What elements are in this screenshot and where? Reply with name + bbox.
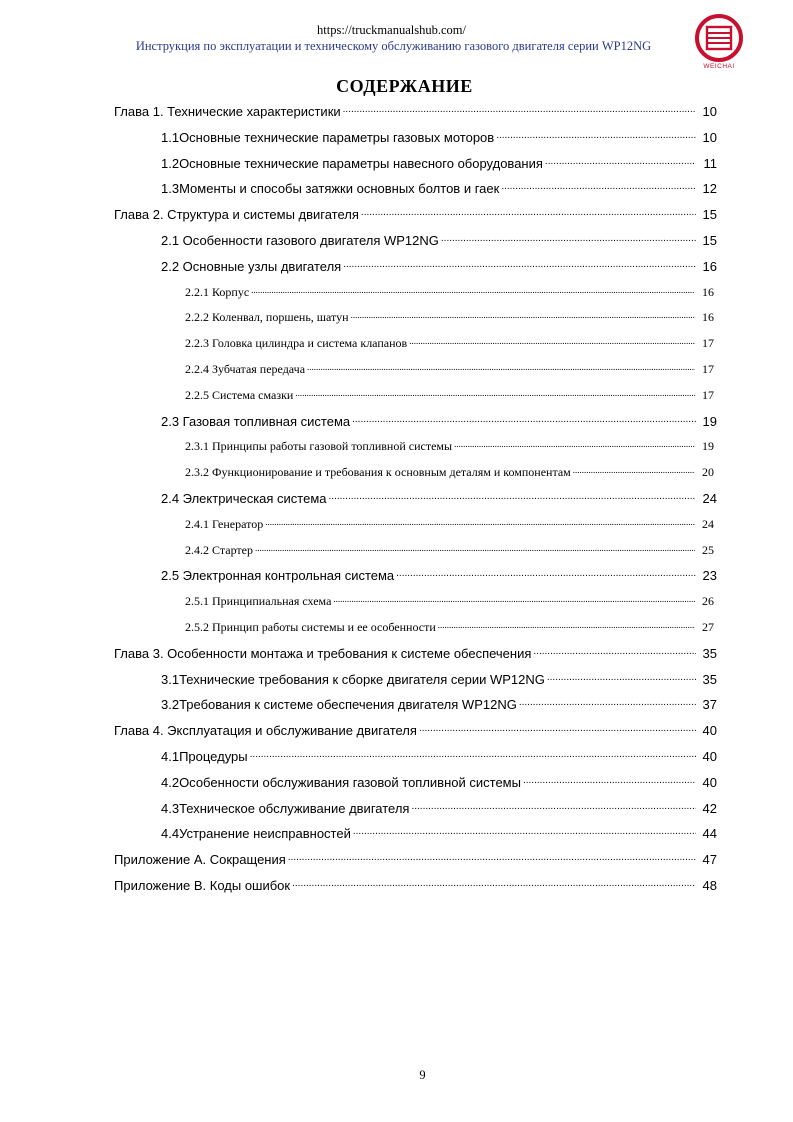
toc-entry[interactable] xyxy=(185,594,714,609)
toc-entry-page: 24 xyxy=(702,491,717,506)
toc-entry-page: 25 xyxy=(702,542,714,557)
toc-entry-page: 26 xyxy=(702,594,714,609)
toc-leader-dots xyxy=(533,646,696,661)
toc-entry-page: 40 xyxy=(702,774,717,790)
toc-entry[interactable] xyxy=(161,259,717,274)
toc-entry-page: 16 xyxy=(702,258,717,274)
toc-entry[interactable] xyxy=(185,388,714,403)
toc-entry[interactable] xyxy=(185,310,714,325)
toc-leader-dots xyxy=(329,491,696,506)
toc-entry-label: 2.2.4 Зубчатая передача xyxy=(185,362,306,376)
toc-entry[interactable] xyxy=(161,491,717,506)
toc-entry-label: 2.2.5 Система смазки xyxy=(185,387,294,402)
toc-entry-page: 19 xyxy=(702,439,714,454)
toc-entry[interactable] xyxy=(185,439,714,454)
toc-leader-dots xyxy=(573,465,695,480)
toc-entry[interactable] xyxy=(185,285,714,300)
toc-leader-dots xyxy=(333,594,695,609)
toc-entry[interactable] xyxy=(185,517,714,532)
toc-leader-dots xyxy=(496,130,696,145)
toc-entry[interactable] xyxy=(185,620,714,635)
toc-leader-dots xyxy=(307,362,695,377)
toc-entry-label: 4.2Особенности обслуживания газовой топливной системы xyxy=(161,774,521,790)
page-title: СОДЕРЖАНИЕ xyxy=(336,76,473,96)
toc-entry-page: 12 xyxy=(702,181,717,197)
toc-entry-label: 1.1Основные технические параметры газовых моторов xyxy=(161,129,495,145)
toc-leader-dots xyxy=(501,181,696,196)
toc-entry-label: Глава 4. Эксплуатация и обслуживание двигателя xyxy=(114,723,417,739)
toc-entry[interactable] xyxy=(161,749,717,764)
toc-entry-label: 1.2Основные технические параметры навесного оборудования xyxy=(161,155,543,171)
toc-entry-page: 17 xyxy=(702,387,714,402)
toc-leader-dots xyxy=(352,414,696,429)
toc-entry-page: 40 xyxy=(702,749,717,764)
toc-entry-page: 17 xyxy=(702,362,714,376)
toc-entry[interactable] xyxy=(185,362,714,377)
toc-entry[interactable] xyxy=(161,233,717,248)
toc-entry[interactable] xyxy=(114,104,717,119)
toc-leader-dots xyxy=(251,285,695,300)
toc-entry[interactable] xyxy=(185,336,714,351)
toc-leader-dots xyxy=(353,826,696,841)
header-subtitle: Инструкция по эксплуатации и техническому обслуживанию газового двигателя серии WP12NG xyxy=(135,39,652,53)
toc-leader-dots xyxy=(411,801,696,816)
toc-entry[interactable] xyxy=(161,775,717,790)
toc-entry-label: 2.3.1 Принципы работы газовой топливной системы xyxy=(185,439,453,454)
toc-entry-label: 2.5 Электронная контрольная система xyxy=(161,568,395,584)
toc-entry[interactable] xyxy=(114,646,717,661)
toc-entry-label: 4.4Устранение неисправностей xyxy=(161,826,351,842)
toc-entry-page: 42 xyxy=(702,800,717,816)
weichai-logo-icon xyxy=(694,14,744,64)
toc-entry-page: 10 xyxy=(702,129,717,145)
toc-entry-label: 2.5.1 Принципиальная схема xyxy=(185,594,332,609)
logo-text: WEICHAI xyxy=(703,63,735,70)
toc-entry[interactable] xyxy=(185,543,714,558)
toc-entry-label: Глава 3. Особенности монтажа и требования к системе обеспечения xyxy=(114,645,532,661)
toc-entry-label: 2.4.2 Стартер xyxy=(185,542,253,557)
toc-entry-page: 10 xyxy=(702,104,717,119)
toc-entry-label: 2.1 Особенности газового двигателя WP12NG xyxy=(161,233,439,248)
toc-leader-dots xyxy=(343,259,696,274)
toc-entry-page: 15 xyxy=(702,233,717,248)
toc-entry-page: 48 xyxy=(702,878,717,893)
toc-entry-label: Глава 2. Структура и системы двигателя xyxy=(114,207,359,223)
toc-entry-label: Глава 1. Технические характеристики xyxy=(114,104,341,119)
toc-leader-dots xyxy=(295,388,695,403)
toc-leader-dots xyxy=(409,336,695,351)
toc-leader-dots xyxy=(343,104,696,119)
toc-entry-page: 35 xyxy=(702,645,717,661)
toc-entry-label: 2.2.3 Головка цилиндра и система клапанов xyxy=(185,336,408,351)
toc-entry-label: 3.2Требования к системе обеспечения двигателя WP12NG xyxy=(161,697,517,713)
toc-entry-page: 16 xyxy=(702,310,714,325)
toc-entry-label: 4.1Процедуры xyxy=(161,749,248,764)
toc-entry-label: 2.3 Газовая топливная система xyxy=(161,413,351,429)
toc-entry-page: 15 xyxy=(702,207,717,223)
toc-entry-label: Приложение В. Коды ошибок xyxy=(114,878,291,893)
toc-entry-page: 35 xyxy=(702,671,717,687)
toc-entry[interactable] xyxy=(161,697,717,712)
toc-entry[interactable] xyxy=(161,130,717,145)
toc-entry[interactable] xyxy=(161,672,717,687)
toc-entry-page: 47 xyxy=(702,852,717,868)
toc-entry-page: 17 xyxy=(702,336,714,351)
toc-entry[interactable] xyxy=(161,826,717,841)
toc-entry[interactable] xyxy=(161,568,717,583)
toc-entry-label: 2.2.2 Коленвал, поршень, шатун xyxy=(185,310,349,325)
toc-leader-dots xyxy=(351,310,695,325)
toc-entry-page: 24 xyxy=(702,516,714,531)
toc-entry-page: 23 xyxy=(702,568,717,584)
toc-entry-page: 19 xyxy=(702,413,717,429)
toc-entry-label: 2.4.1 Генератор xyxy=(185,516,264,531)
toc-entry-label: 2.2 Основные узлы двигателя xyxy=(161,258,342,274)
toc-entry-page: 20 xyxy=(702,465,714,480)
page-header xyxy=(0,22,793,54)
toc-entry-label: 3.1Технические требования к сборке двигателя серии WP12NG xyxy=(161,671,545,687)
toc-entry-label: 2.2.1 Корпус xyxy=(185,284,250,299)
toc-leader-dots xyxy=(419,723,696,738)
toc-entry[interactable] xyxy=(161,181,717,196)
toc-entry-label: Приложение А. Сокращения xyxy=(114,852,286,868)
toc-leader-dots xyxy=(255,543,695,558)
toc-entry[interactable] xyxy=(114,723,717,738)
page-number: 9 xyxy=(419,1068,426,1082)
toc-leader-dots xyxy=(523,775,696,790)
toc-leader-dots xyxy=(265,517,695,532)
toc-leader-dots xyxy=(519,697,696,712)
toc-leader-dots xyxy=(288,852,696,867)
toc-entry-label: 4.3Техническое обслуживание двигателя xyxy=(161,800,410,816)
toc-entry-page: 16 xyxy=(702,284,714,299)
toc-entry-page: 37 xyxy=(702,697,717,713)
toc-leader-dots xyxy=(250,749,696,764)
toc-leader-dots xyxy=(292,878,696,893)
toc-leader-dots xyxy=(438,620,695,635)
toc-entry[interactable] xyxy=(161,801,717,816)
header-url[interactable]: https://truckmanualshub.com/ xyxy=(317,23,466,37)
toc-leader-dots xyxy=(396,568,696,583)
toc-leader-dots xyxy=(441,233,696,248)
toc-entry-page: 44 xyxy=(702,826,717,842)
toc-entry-page: 11 xyxy=(703,155,717,171)
toc-entry[interactable] xyxy=(114,878,717,893)
toc-leader-dots xyxy=(361,207,696,222)
weichai-logo xyxy=(694,14,744,74)
toc-leader-dots xyxy=(547,672,696,687)
toc-leader-dots xyxy=(545,156,696,171)
toc-entry[interactable] xyxy=(161,156,717,171)
toc-entry[interactable] xyxy=(185,465,714,480)
toc-entry[interactable] xyxy=(114,207,717,222)
toc-entry-label: 1.3Моменты и способы затяжки основных болтов и гаек xyxy=(161,181,500,197)
toc-entry[interactable] xyxy=(114,852,717,867)
toc-entry-label: 2.4 Электрическая система xyxy=(161,491,327,506)
toc-entry-page: 27 xyxy=(702,620,714,634)
toc-entry-label: 2.3.2 Функционирование и требования к основным деталям и компонентам xyxy=(185,465,571,480)
toc-entry[interactable] xyxy=(161,414,717,429)
toc-entry-page: 40 xyxy=(702,723,717,739)
toc-entry-label: 2.5.2 Принцип работы системы и ее особенности xyxy=(185,620,436,634)
toc-leader-dots xyxy=(454,439,695,454)
